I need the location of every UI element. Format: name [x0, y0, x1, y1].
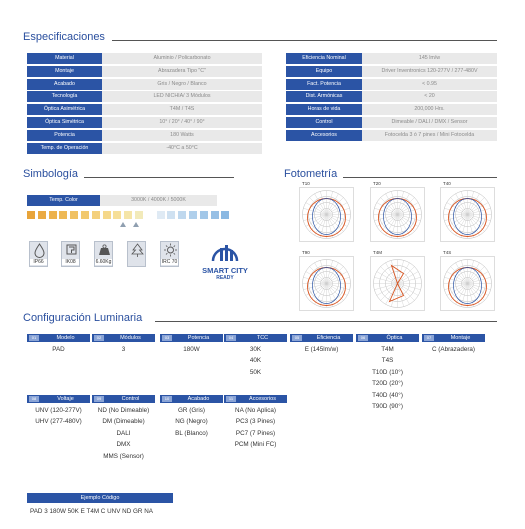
config-code: 05 — [292, 335, 302, 341]
badge-ip-label: IP66 — [30, 259, 47, 265]
config-option: T20D (20°) — [372, 380, 403, 388]
config-column-header — [160, 334, 223, 342]
sun-icon — [161, 242, 180, 259]
section-title-configuracion: Configuración Luminaria — [23, 312, 143, 324]
spec-value: Fotocelda 3 ó 7 pines / Mini Fotocelda — [362, 130, 497, 141]
config-code: 07 — [424, 335, 434, 341]
polar-spoke — [398, 215, 421, 221]
config-name: Control — [121, 396, 140, 402]
polar-plot-svg — [300, 257, 353, 310]
spec-row — [286, 66, 497, 77]
polar-spoke — [303, 215, 326, 221]
config-option: ND (No Dimeable) — [97, 407, 150, 414]
temp-swatch — [135, 211, 143, 219]
badge-tree — [127, 241, 146, 267]
config-option: NA (No Aplica) — [235, 407, 276, 414]
config-option: GR (Gris) — [178, 407, 205, 414]
spec-value: Gris / Negro / Blanco — [102, 79, 262, 90]
temp-swatch — [59, 211, 67, 219]
config-option: BL (Blanco) — [175, 429, 208, 437]
badge-irc-label: IRC 70 — [161, 259, 178, 265]
spec-value: Aluminio / Policarbonato — [102, 53, 262, 64]
spec-label: Óptica Asimétrica — [27, 104, 102, 115]
config-option: T40D (40°) — [372, 391, 403, 399]
spec-label: Material — [27, 53, 102, 64]
polar-spoke — [327, 215, 350, 221]
spec-row — [286, 79, 497, 90]
spec-value: LED NICHIA/ 3 Módulos — [102, 91, 262, 102]
config-name: Accesorios — [249, 396, 276, 402]
temp-swatch — [200, 211, 208, 219]
config-code: 09 — [94, 396, 104, 402]
config-column-header — [92, 334, 155, 342]
spec-value: 10° / 20° / 40° / 90° — [102, 117, 262, 128]
spec-row — [286, 130, 497, 141]
spec-value: 200,000 Hrs. — [362, 104, 497, 115]
polar-spoke — [327, 191, 333, 214]
polar-spoke — [468, 191, 474, 214]
photometry-tag: T10 — [302, 181, 310, 186]
polar-spoke — [398, 284, 421, 290]
polar-spoke — [327, 260, 333, 283]
section-title-fotometria: Fotometría — [284, 168, 338, 180]
spec-label: Fact. Potencia — [286, 79, 362, 90]
temp-swatch — [70, 211, 78, 219]
polar-spoke — [374, 215, 397, 221]
temp-marker-icon — [133, 222, 139, 227]
smart-city-icon — [198, 240, 252, 262]
polar-plot-svg — [441, 257, 494, 310]
polar-spoke — [468, 277, 491, 283]
smart-city-subtitle: READY — [216, 275, 234, 281]
spec-value: < 20 — [362, 91, 497, 102]
spec-row — [27, 91, 262, 102]
config-name: Potencia — [187, 335, 210, 341]
config-column-header — [27, 395, 90, 403]
polar-spoke — [303, 208, 326, 214]
section-title-simbologia: Simbología — [23, 168, 79, 180]
temp-swatch — [178, 211, 186, 219]
polar-plot-svg — [300, 188, 353, 241]
badge-ik-label: IK08 — [62, 259, 79, 265]
polar-spoke — [444, 284, 467, 290]
polar-spoke — [468, 208, 491, 214]
config-option: PC7 (7 Pines) — [235, 429, 276, 437]
temp-swatch — [167, 211, 175, 219]
config-option: C (Abrazadera) — [431, 346, 476, 353]
temp-swatch — [27, 211, 35, 219]
config-column-header — [224, 334, 287, 342]
temp-swatch — [81, 211, 89, 219]
polar-spoke — [444, 215, 467, 221]
polar-spoke — [374, 208, 397, 214]
config-column-header — [356, 334, 419, 342]
polar-spoke — [468, 260, 474, 283]
config-option: T4M — [381, 346, 394, 353]
spec-label: Control — [286, 117, 362, 128]
spec-label: Accesorios — [286, 130, 362, 141]
config-code: 02 — [94, 335, 104, 341]
temp-swatch — [113, 211, 121, 219]
temp-color-value: 3000K / 4000K / 5000K — [100, 195, 217, 206]
photometry-plot — [440, 181, 495, 242]
config-option: 30K — [249, 346, 262, 353]
spec-row — [27, 130, 262, 141]
photometry-tag: T20 — [373, 181, 381, 186]
config-column-header — [160, 395, 223, 403]
polar-spoke — [320, 260, 326, 283]
spec-row — [286, 53, 497, 64]
smart-city-logo — [198, 240, 252, 282]
polar-spoke — [444, 277, 467, 283]
config-option: DM (Dimeable) — [102, 418, 145, 426]
spec-value: Abrazadera Tipo "C" — [102, 66, 262, 77]
spec-row — [286, 91, 497, 102]
config-name: Óptica — [386, 335, 403, 341]
photometry-tag: T4M — [373, 250, 382, 255]
temp-swatch — [124, 211, 132, 219]
spec-label: Temp. de Operación — [27, 143, 102, 154]
temp-swatch — [103, 211, 111, 219]
polar-spoke — [468, 215, 491, 221]
photometry-tag: T90 — [302, 250, 310, 255]
spec-label: Equipo — [286, 66, 362, 77]
polar-spoke — [327, 284, 350, 290]
photometry-plot — [440, 250, 495, 311]
spec-label: Potencia — [27, 130, 102, 141]
rule-simbologia — [84, 177, 234, 178]
config-code: 08 — [29, 396, 39, 402]
spec-label: Eficiencia Nominal — [286, 53, 362, 64]
temp-swatch — [189, 211, 197, 219]
config-code: 03 — [162, 335, 172, 341]
config-name: TCC — [256, 335, 269, 341]
spec-value: 145 lm/w — [362, 53, 497, 64]
polar-spoke — [461, 260, 467, 283]
badge-irc — [160, 241, 179, 267]
config-code: 10 — [162, 396, 172, 402]
config-option: T4S — [381, 357, 394, 365]
spec-value: Dimeable / DALI / DMX / Sensor — [362, 117, 497, 128]
config-option: PCM (Mini FC) — [234, 441, 277, 449]
impact-icon — [62, 242, 81, 259]
photometry-plot — [299, 250, 354, 311]
polar-spoke — [327, 208, 350, 214]
polar-spoke — [303, 277, 326, 283]
spec-label: Acabado — [27, 79, 102, 90]
polar-spoke — [374, 277, 397, 283]
photometry-tag: T4S — [443, 250, 452, 255]
config-option: T90D (90°) — [372, 403, 403, 410]
badge-ip — [29, 241, 48, 267]
spec-label: Tecnología — [27, 91, 102, 102]
temp-color-strip — [27, 211, 232, 219]
temp-swatch — [221, 211, 229, 219]
config-option: PAD — [52, 346, 65, 353]
config-option: DMX — [116, 441, 131, 449]
config-name: Voltaje — [57, 396, 74, 402]
polar-spoke — [398, 191, 404, 214]
config-name: Módulos — [120, 335, 141, 341]
polar-spoke — [391, 191, 397, 214]
badge-ik — [61, 241, 80, 267]
spec-label: Óptica Simétrica — [27, 117, 102, 128]
config-column-header — [27, 334, 90, 342]
config-name: Modelo — [56, 335, 75, 341]
spec-row — [27, 53, 262, 64]
spec-label: Horas de vida — [286, 104, 362, 115]
config-option: 40K — [249, 357, 262, 365]
spec-label: Dist. Armónicas — [286, 91, 362, 102]
spec-value: T4M / T4S — [102, 104, 262, 115]
temp-color-row — [27, 195, 217, 206]
spec-value: 180 Watts — [102, 130, 262, 141]
polar-spoke — [398, 284, 404, 307]
config-option: UHV (277-480V) — [35, 418, 82, 426]
polar-spoke — [374, 284, 397, 290]
rule-especificaciones — [112, 40, 497, 41]
example-header — [27, 493, 173, 503]
polar-spoke — [327, 277, 350, 283]
config-option: UNV (120-277V) — [35, 407, 82, 414]
section-title-especificaciones: Especificaciones — [23, 31, 105, 43]
polar-spoke — [461, 191, 467, 214]
config-column-header — [290, 334, 353, 342]
config-code: 01 — [29, 335, 39, 341]
temp-swatch — [211, 211, 219, 219]
spec-label: Montaje — [27, 66, 102, 77]
spec-value: Driver Inventronics 120-277V / 277-480V — [362, 66, 497, 77]
temp-color-label: Temp. Color — [27, 195, 100, 206]
polar-spoke — [303, 284, 326, 290]
config-option: 3 — [121, 346, 126, 353]
temp-swatch — [157, 211, 165, 219]
spec-row — [27, 117, 262, 128]
spec-row — [27, 66, 262, 77]
weight-icon — [95, 242, 114, 259]
config-name: Acabado — [187, 396, 210, 402]
polar-spoke — [444, 208, 467, 214]
temp-swatch — [49, 211, 57, 219]
spec-row — [27, 104, 262, 115]
config-option: PC3 (3 Pines) — [235, 418, 276, 426]
config-name: Eficiencia — [316, 335, 341, 341]
spec-row — [27, 79, 262, 90]
config-column-header — [422, 334, 485, 342]
config-option: MMS (Sensor) — [103, 452, 144, 460]
config-option: DALI — [116, 429, 131, 437]
config-code: 06 — [358, 335, 368, 341]
spec-row — [286, 117, 497, 128]
polar-spoke — [320, 191, 326, 214]
polar-spoke — [398, 208, 421, 214]
photometry-tag: T40 — [443, 181, 451, 186]
config-option: T10D (10°) — [372, 368, 403, 376]
rule-configuracion — [155, 321, 497, 322]
example-code: PAD 3 180W 50K E T4M C UNV ND GR NA — [30, 508, 153, 515]
temp-swatch — [92, 211, 100, 219]
polar-plot-svg — [441, 188, 494, 241]
example-title: Ejemplo Código — [80, 495, 120, 501]
config-code: 11 — [226, 396, 236, 402]
rule-fotometria — [343, 177, 497, 178]
spec-row — [286, 104, 497, 115]
temp-swatch — [38, 211, 46, 219]
polar-plot-svg — [371, 257, 424, 310]
polar-spoke — [468, 284, 491, 290]
config-option: 50K — [249, 368, 262, 376]
photometry-plot — [370, 250, 425, 311]
config-column-header — [224, 395, 287, 403]
photometry-plot — [370, 181, 425, 242]
water-drop-icon — [30, 242, 49, 259]
photometry-plot — [299, 181, 354, 242]
temp-marker-icon — [120, 222, 126, 227]
config-option: 180W — [183, 346, 200, 353]
badge-weight-label: 6.60Kg — [95, 259, 112, 265]
smart-city-title: SMART CITY — [202, 266, 248, 275]
config-option: NG (Negro) — [175, 418, 208, 426]
polar-plot-svg — [371, 188, 424, 241]
temp-swatch — [146, 211, 154, 219]
spec-row — [27, 143, 262, 154]
config-code: 04 — [226, 335, 236, 341]
tree-icon — [128, 242, 147, 259]
config-column-header — [92, 395, 155, 403]
badge-weight — [94, 241, 113, 267]
config-option: E (145lm/w) — [304, 346, 339, 353]
config-name: Montaje — [450, 335, 471, 341]
spec-value: -40°C a 50°C — [102, 143, 262, 154]
spec-value: < 0.95 — [362, 79, 497, 90]
